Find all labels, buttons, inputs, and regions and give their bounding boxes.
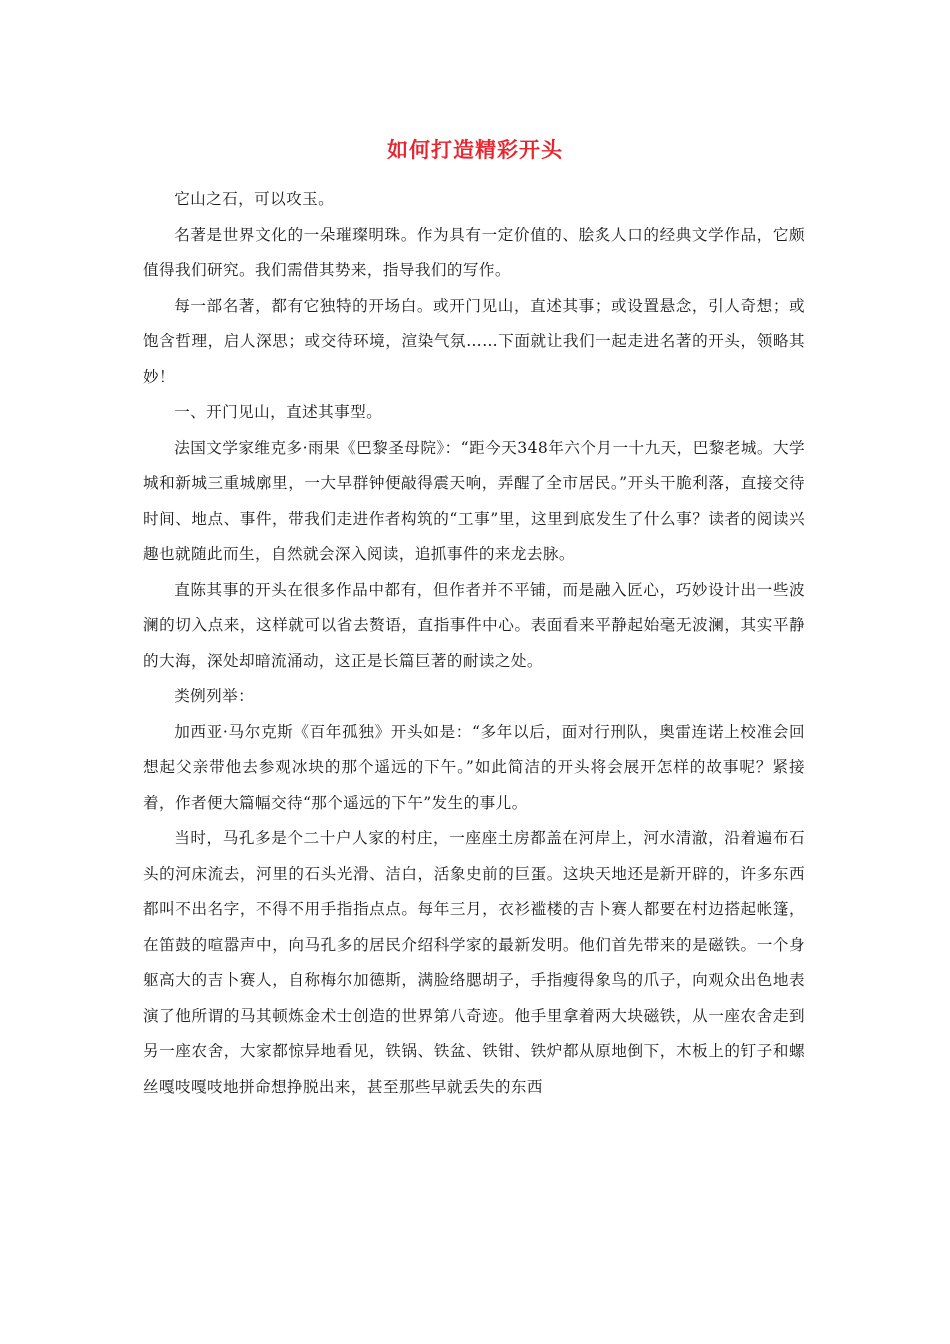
paragraph-marquez-example: 加西亚·马尔克斯《百年孤独》开头如是：“多年以后，面对行刑队，奥雷连诺上校准会回想起父亲带他去参观冰块的那个遥远的下午。”如此简洁的开头将会展开怎样的故事呢？紧接着，作者便大篇幅交待“那个遥远的下午”发生的事儿。 [143, 722, 805, 812]
paragraph-hugo-example: 法国文学家维克多·雨果《巴黎圣母院》：“距今天348年六个月一十九天，巴黎老城。大学城和新城三重城廓里，一大早群钟便敲得震天响，弄醒了全市居民。”开头干脆利落，直接交待时间、地点、事件，带我们走进作者构筑的“工事”里，这里到底发生了什么事？读者的阅读兴趣也就随此而生，自然就会深入阅读，追抓事件的来龙去脉。 [143, 438, 805, 563]
page-title: 如何打造精彩开头 [387, 137, 563, 162]
section-heading: 一、开门见山，直述其事型。 [174, 403, 383, 421]
paragraph-analysis: 直陈其事的开头在很多作品中都有，但作者并不平铺，而是融入匠心，巧妙设计出一些波澜的切入点来，这样就可以省去赘语，直指事件中心。表面看来平静起始毫无波澜，其实平静的大海，深处却暗流涌动，这正是长篇巨著的耐读之处。 [143, 580, 805, 670]
paragraph-intro: 名著是世界文化的一朵璀璨明珠。作为具有一定价值的、脍炙人口的经典文学作品，它颇值得我们研究。我们需借其势来，指导我们的写作。 [143, 225, 805, 279]
paragraph-quote: 它山之石，可以攻玉。 [174, 190, 335, 208]
paragraph-marquez-excerpt: 当时，马孔多是个二十户人家的村庄，一座座土房都盖在河岸上，河水清澈，沿着遍布石头的河床流去，河里的石头光滑、洁白，活象史前的巨蛋。这块天地还是新开辟的，许多东西都叫不出名字，不得不用手指指点点。每年三月，衣衫褴楼的吉卜赛人都要在村边搭起帐篷，在笛鼓的喧嚣声中，向马孔多的居民介绍科学家的最新发明。他们首先带来的是磁铁。一个身躯高大的吉卜赛人，自称梅尔加德斯，满脸络腮胡子，手指瘦得象鸟的爪子，向观众出色地表演了他所谓的马其顿炼金术士创造的世界第八奇迹。他手里拿着两大块磁铁，从一座农舍走到另一座农舍，大家都惊异地看见，铁锅、铁盆、铁钳、铁炉都从原地倒下，木板上的钉子和螺丝嘎吱嘎吱地拼命想挣脱出来，甚至那些早就丢失的东西 [143, 829, 805, 1096]
paragraph-examples-label: 类例列举： [174, 687, 255, 705]
paragraph-overview: 每一部名著，都有它独特的开场白。或开门见山，直述其事；或设置悬念，引人奇想；或饱含哲理，启人深思；或交待环境，渲染气氛……下面就让我们一起走进名著的开头，领略其妙！ [143, 296, 805, 386]
article-body [143, 182, 805, 1105]
